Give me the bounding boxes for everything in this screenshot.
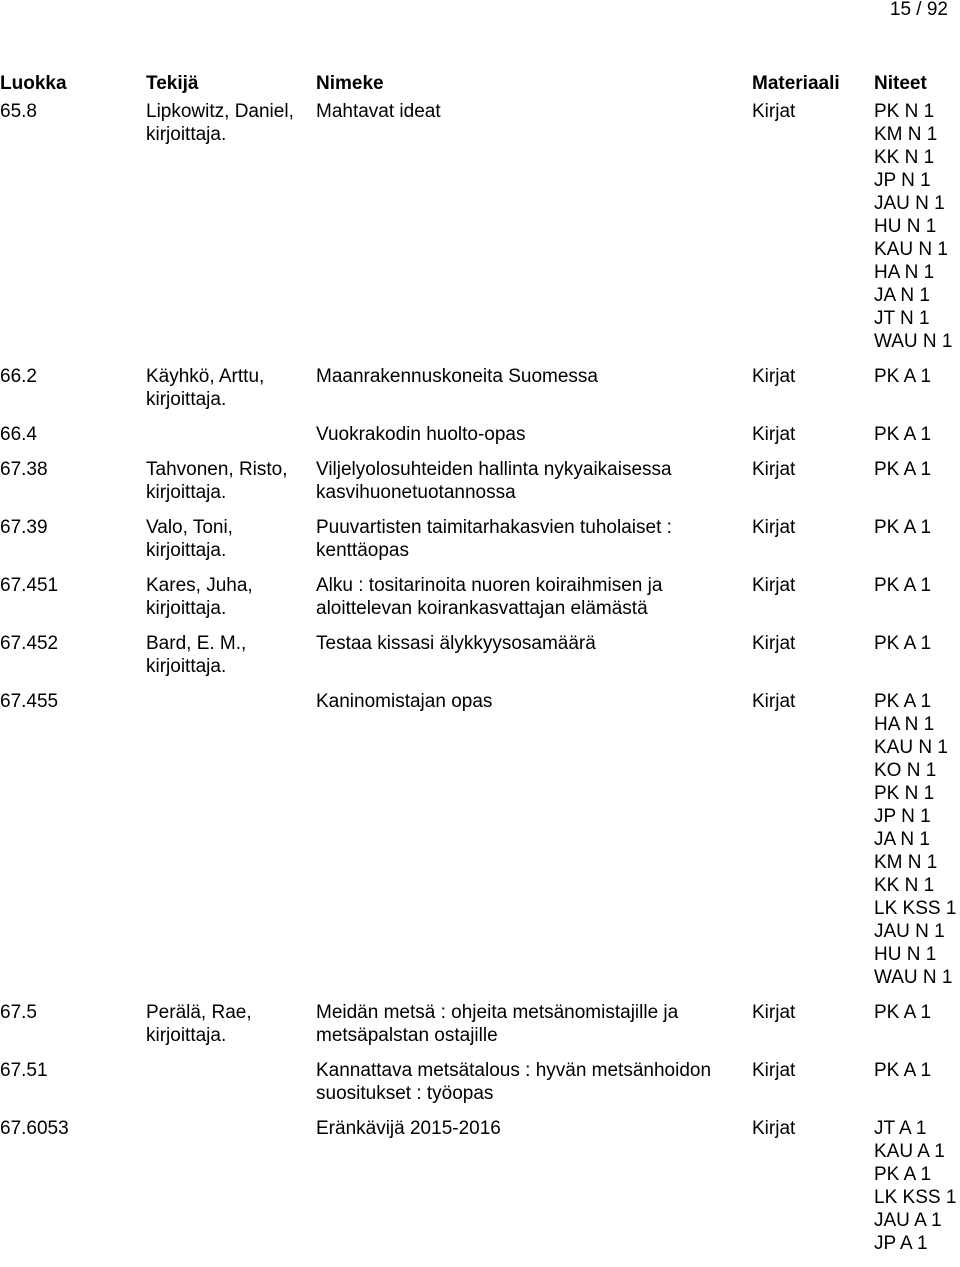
catalog-table: [0, 72, 960, 1267]
copies-list: [874, 574, 931, 597]
header-class: Luokka: [0, 73, 67, 94]
item-title: [316, 632, 596, 655]
item-title: [316, 365, 598, 388]
copies-list-line: JA N 1: [874, 829, 930, 850]
copies-list-line: PK A 1: [874, 424, 932, 445]
copies-list-line: PK A 1: [874, 575, 932, 596]
page-indicator: 15 / 92: [889, 0, 948, 20]
item-title: [316, 1059, 711, 1105]
material-type: Kirjat: [752, 575, 796, 596]
author-line: Bard, E. M.,: [146, 633, 247, 654]
header-notes: Niteet: [874, 73, 927, 94]
table-row: [0, 516, 960, 574]
copies-list: [874, 516, 931, 539]
table-row: [0, 632, 960, 690]
author: [146, 516, 233, 562]
author-line: Käyhkö, Arttu,: [146, 366, 265, 387]
item-title-line: kenttäopas: [316, 540, 409, 561]
item-title: [316, 690, 492, 713]
author-line: kirjoittaja.: [146, 389, 227, 410]
copies-list-line: KAU N 1: [874, 737, 948, 758]
material-type: Kirjat: [752, 1002, 796, 1023]
item-title: [316, 516, 672, 562]
copies-list: [874, 423, 931, 446]
copies-list-line: KAU N 1: [874, 239, 948, 260]
copies-list-line: HA N 1: [874, 714, 935, 735]
copies-list-line: JAU N 1: [874, 193, 945, 214]
class-number: 67.455: [0, 691, 59, 712]
class-number: 65.8: [0, 101, 37, 122]
item-title-line: Kaninomistajan opas: [316, 691, 493, 712]
copies-list-line: JP A 1: [874, 1233, 928, 1254]
author-line: kirjoittaja.: [146, 482, 227, 503]
class-number: 67.6053: [0, 1118, 69, 1139]
header-material: Materiaali: [752, 73, 840, 94]
table-row: [0, 1059, 960, 1117]
copies-list: [874, 458, 931, 481]
item-title-line: aloittelevan koirankasvattajan elämästä: [316, 598, 648, 619]
copies-list-line: JT N 1: [874, 308, 930, 329]
copies-list-line: PK N 1: [874, 783, 935, 804]
copies-list-line: PK A 1: [874, 459, 932, 480]
copies-list: [874, 100, 952, 353]
item-title-line: Eränkävijä 2015-2016: [316, 1118, 501, 1139]
table-row: [0, 365, 960, 423]
item-title-line: Alku : tositarinoita nuoren koiraihmisen ja: [316, 575, 663, 596]
author-line: kirjoittaja.: [146, 598, 227, 619]
copies-list-line: PK A 1: [874, 1164, 932, 1185]
copies-list: [874, 1059, 931, 1082]
copies-list-line: KM N 1: [874, 852, 938, 873]
class-number: 67.39: [0, 517, 48, 538]
copies-list-line: PK A 1: [874, 633, 932, 654]
material-type: Kirjat: [752, 691, 796, 712]
material-type: Kirjat: [752, 1060, 796, 1081]
item-title-line: kasvihuonetuotannossa: [316, 482, 516, 503]
material-type: Kirjat: [752, 424, 796, 445]
material-type: Kirjat: [752, 633, 796, 654]
item-title: [316, 423, 526, 446]
copies-list-line: PK N 1: [874, 101, 935, 122]
material-type: Kirjat: [752, 517, 796, 538]
author: [146, 100, 294, 146]
material-type: Kirjat: [752, 1118, 796, 1139]
table-row: [0, 423, 960, 458]
header-author: Tekijä: [146, 73, 199, 94]
table-header: [0, 72, 960, 100]
item-title: [316, 100, 441, 123]
item-title-line: Meidän metsä : ohjeita metsänomistajille ja: [316, 1002, 679, 1023]
item-title-line: Vuokrakodin huolto-opas: [316, 424, 526, 445]
copies-list-line: JP N 1: [874, 806, 931, 827]
copies-list-line: HU N 1: [874, 944, 937, 965]
table-row: [0, 458, 960, 516]
copies-list-line: KK N 1: [874, 875, 935, 896]
item-title-line: suositukset : työopas: [316, 1083, 494, 1104]
item-title: [316, 458, 672, 504]
class-number: 66.2: [0, 366, 37, 387]
item-title: [316, 1117, 501, 1140]
author-line: kirjoittaja.: [146, 656, 227, 677]
copies-list-line: JAU A 1: [874, 1210, 942, 1231]
copies-list-line: WAU N 1: [874, 967, 953, 988]
copies-list-line: WAU N 1: [874, 331, 953, 352]
material-type: Kirjat: [752, 366, 796, 387]
class-number: 67.451: [0, 575, 59, 596]
copies-list-line: PK A 1: [874, 1060, 932, 1081]
copies-list-line: PK A 1: [874, 691, 932, 712]
copies-list-line: KK N 1: [874, 147, 935, 168]
copies-list: [874, 690, 956, 989]
copies-list-line: PK A 1: [874, 366, 932, 387]
author-line: Perälä, Rae,: [146, 1002, 252, 1023]
item-title: [316, 574, 662, 620]
item-title-line: Viljelyolosuhteiden hallinta nykyaikaisessa: [316, 459, 672, 480]
author: [146, 632, 246, 678]
table-row: [0, 100, 960, 365]
class-number: 67.5: [0, 1002, 37, 1023]
copies-list: [874, 365, 931, 388]
item-title-line: Mahtavat ideat: [316, 101, 441, 122]
item-title-line: Maanrakennuskoneita Suomessa: [316, 366, 599, 387]
copies-list-line: JA N 1: [874, 285, 930, 306]
author: [146, 365, 264, 411]
class-number: 66.4: [0, 424, 37, 445]
class-number: 67.51: [0, 1060, 48, 1081]
author-line: Lipkowitz, Daniel,: [146, 101, 294, 122]
author-line: kirjoittaja.: [146, 1025, 227, 1046]
material-type: Kirjat: [752, 459, 796, 480]
class-number: 67.452: [0, 633, 59, 654]
copies-list-line: KAU A 1: [874, 1141, 945, 1162]
author-line: Tahvonen, Risto,: [146, 459, 288, 480]
item-title: [316, 1001, 678, 1047]
copies-list-line: JP N 1: [874, 170, 931, 191]
material-type: Kirjat: [752, 101, 796, 122]
header-title: Nimeke: [316, 73, 384, 94]
author: [146, 1001, 252, 1047]
copies-list-line: JAU N 1: [874, 921, 945, 942]
author: [146, 574, 253, 620]
copies-list-line: JT A 1: [874, 1118, 927, 1139]
item-title-line: metsäpalstan ostajille: [316, 1025, 498, 1046]
item-title-line: Puuvartisten taimitarhakasvien tuholaiset :: [316, 517, 672, 538]
copies-list-line: LK KSS 1: [874, 1187, 957, 1208]
copies-list: [874, 1117, 956, 1255]
class-number: 67.38: [0, 459, 48, 480]
author-line: Valo, Toni,: [146, 517, 233, 538]
item-title-line: Kannattava metsätalous : hyvän metsänhoidon: [316, 1060, 712, 1081]
copies-list-line: HU N 1: [874, 216, 937, 237]
table-row: [0, 1117, 960, 1267]
author-line: kirjoittaja.: [146, 124, 227, 145]
copies-list-line: PK A 1: [874, 517, 932, 538]
copies-list-line: KO N 1: [874, 760, 937, 781]
table-body: [0, 100, 960, 1267]
copies-list: [874, 632, 931, 655]
item-title-line: Testaa kissasi älykkyysosamäärä: [316, 633, 596, 654]
table-row: [0, 574, 960, 632]
copies-list-line: HA N 1: [874, 262, 935, 283]
table-row: [0, 690, 960, 1001]
author-line: Kares, Juha,: [146, 575, 253, 596]
copies-list-line: KM N 1: [874, 124, 938, 145]
author-line: kirjoittaja.: [146, 540, 227, 561]
copies-list-line: LK KSS 1: [874, 898, 957, 919]
copies-list-line: PK A 1: [874, 1002, 932, 1023]
table-row: [0, 1001, 960, 1059]
copies-list: [874, 1001, 931, 1024]
author: [146, 458, 288, 504]
